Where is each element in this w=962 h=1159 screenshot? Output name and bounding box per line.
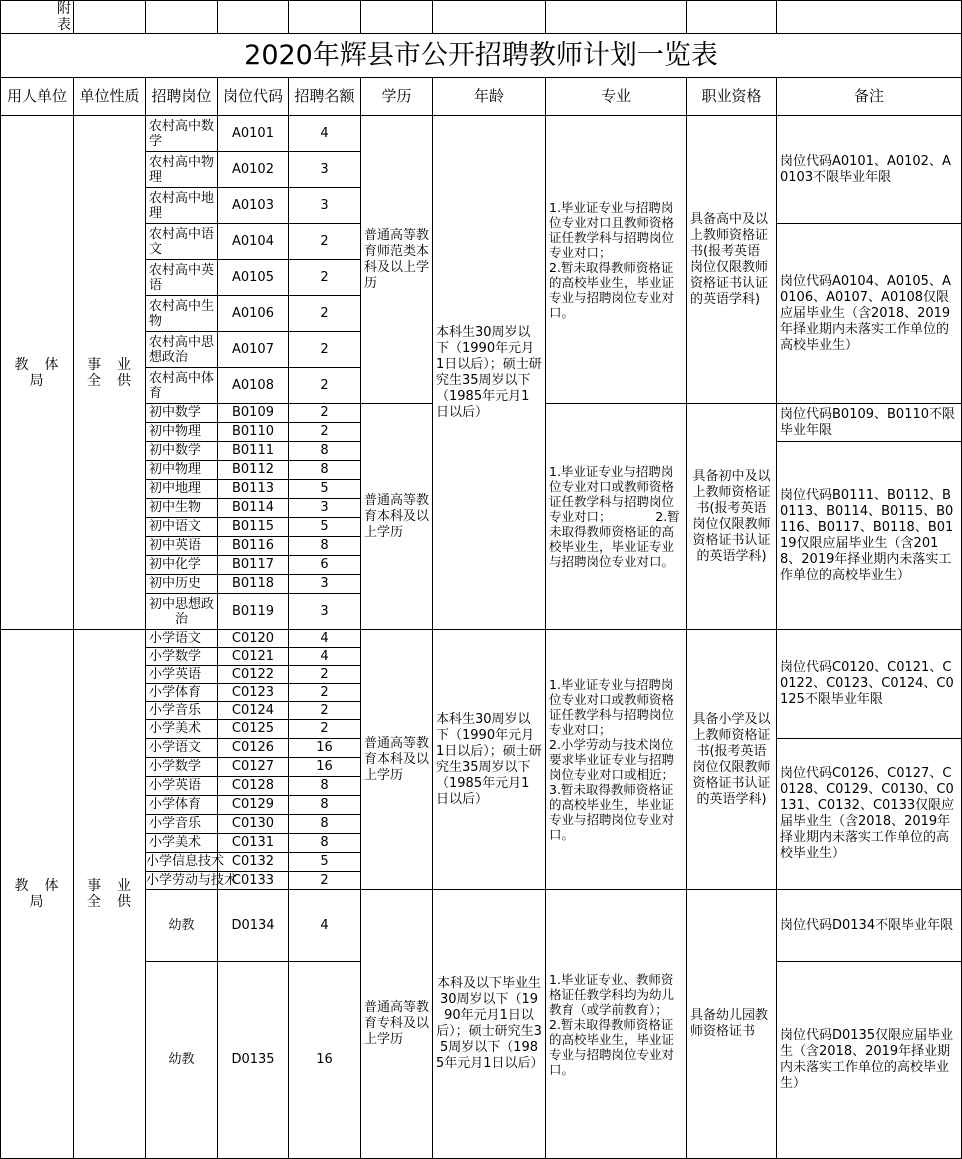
post-cell: 幼教 (146, 890, 218, 962)
code-cell: C0129 (218, 796, 289, 815)
count-cell: 4 (289, 890, 361, 962)
code-cell: C0123 (218, 684, 289, 702)
count-cell: 2 (289, 666, 361, 684)
count-cell: 2 (289, 224, 361, 260)
count-cell: 8 (289, 834, 361, 853)
remark-cell: 岗位代码C0126、C0127、C0128、C0129、C0130、C0131、C0132、C0133仅限应届毕业生（含2018、2019年择业期内未落实工作单位的高校毕业生） (777, 739, 962, 890)
post-cell: 初中语文 (146, 518, 218, 537)
major-cell: 1.毕业证专业、教师资格证任教学科均为幼儿教育（或学前教育）； 2.暂未取得教师资格证的高校毕业生，毕业证专业与招聘岗位专业对口。 (546, 890, 687, 1159)
post-cell: 初中物理 (146, 461, 218, 480)
page-title: 2020年辉县市公开招聘教师计划一览表 (1, 34, 962, 78)
count-cell: 2 (289, 702, 361, 720)
post-cell: 小学英语 (146, 666, 218, 684)
post-cell: 小学体育 (146, 684, 218, 702)
count-cell: 2 (289, 404, 361, 423)
post-cell: 小学美术 (146, 720, 218, 739)
post-cell: 初中历史 (146, 575, 218, 594)
post-cell: 小学数学 (146, 758, 218, 777)
code-cell: A0107 (218, 332, 289, 368)
code-cell: C0130 (218, 815, 289, 834)
post-cell: 初中英语 (146, 537, 218, 556)
header-qualification: 职业资格 (687, 78, 777, 116)
count-cell: 4 (289, 630, 361, 648)
count-cell: 2 (289, 423, 361, 442)
post-cell: 初中地理 (146, 480, 218, 499)
remark-cell: 岗位代码B0109、B0110不限毕业年限 (777, 404, 962, 442)
count-cell: 8 (289, 442, 361, 461)
code-cell: B0116 (218, 537, 289, 556)
post-cell: 初中数学 (146, 404, 218, 423)
table-row (1, 890, 962, 962)
code-cell: C0132 (218, 853, 289, 872)
remark-cell: 岗位代码D0134不限毕业年限 (777, 890, 962, 962)
qualification-cell: 具备幼儿园教师资格证书 (687, 890, 777, 1159)
post-cell: 初中生物 (146, 499, 218, 518)
remark-cell: 岗位代码C0120、C0121、C0122、C0123、C0124、C0125不限毕业年限 (777, 630, 962, 739)
code-cell: A0103 (218, 188, 289, 224)
post-cell: 小学数学 (146, 648, 218, 666)
count-cell: 3 (289, 499, 361, 518)
post-cell: 小学劳动与技术 (146, 872, 238, 888)
title-row (1, 34, 962, 78)
count-cell: 16 (289, 739, 361, 758)
education-cell: 普通高等教育师范类本科及以上学历 (361, 116, 433, 404)
count-cell: 5 (289, 480, 361, 499)
post-cell: 农村高中思想政治 (146, 332, 218, 368)
header-major: 专业 (546, 78, 687, 116)
count-cell: 8 (289, 796, 361, 815)
count-cell: 5 (289, 518, 361, 537)
count-cell: 6 (289, 556, 361, 575)
code-cell: B0114 (218, 499, 289, 518)
post-cell: 幼教 (146, 962, 218, 1159)
count-cell: 8 (289, 777, 361, 796)
count-cell: 4 (289, 648, 361, 666)
header-row (1, 78, 962, 116)
post-cell: 农村高中物理 (146, 152, 218, 188)
dept-cell: 教 体 局 (1, 630, 74, 1159)
remark-cell: 岗位代码A0101、A0102、A0103不限毕业年限 (777, 116, 962, 224)
count-cell: 2 (289, 684, 361, 702)
code-cell: B0118 (218, 575, 289, 594)
header-code: 岗位代码 (218, 78, 289, 116)
count-cell: 16 (289, 758, 361, 777)
education-cell: 普通高等教育本科及以上学历 (361, 404, 433, 630)
count-cell: 2 (289, 296, 361, 332)
code-cell: D0134 (218, 890, 289, 962)
remark-cell: 岗位代码A0104、A0105、A0106、A0107、A0108仅限应届毕业生（含2018、2019年择业期内未落实工作单位的高校毕业生） (777, 224, 962, 404)
code-cell: C0124 (218, 702, 289, 720)
code-cell: A0102 (218, 152, 289, 188)
education-cell: 普通高等教育专科及以上学历 (361, 890, 433, 1159)
code-cell: B0110 (218, 423, 289, 442)
code-cell: C0126 (218, 739, 289, 758)
major-cell: 1.毕业证专业与招聘岗位专业对口且教师资格证任教学科与招聘岗位专业对口； 2.暂未取得教师资格证的高校毕业生，毕业证专业与招聘岗位专业对口。 (546, 116, 687, 404)
count-cell: 3 (289, 575, 361, 594)
count-cell: 8 (289, 537, 361, 556)
age-cell: 本科生30周岁以下（1990年元月1日以后）；硕士研究生35周岁以下（1985年元月1日以后） (433, 630, 546, 890)
post-cell: 农村高中语文 (146, 224, 218, 260)
post-cell: 小学体育 (146, 796, 218, 815)
education-cell: 普通高等教育本科及以上学历 (361, 630, 433, 890)
age-cell: 本科生30周岁以下（1990年元月1日以后）；硕士研究生35周岁以下（1985年元月1日以后） (433, 116, 546, 630)
code-cell: B0109 (218, 404, 289, 423)
header-count: 招聘名额 (289, 78, 361, 116)
header-remarks: 备注 (777, 78, 962, 116)
code-cell: C0120 (218, 630, 289, 648)
count-cell: 2 (289, 260, 361, 296)
code-cell: A0101 (218, 116, 289, 152)
post-cell: 初中化学 (146, 556, 218, 575)
post-cell: 小学语文 (146, 630, 218, 648)
code-cell: C0131 (218, 834, 289, 853)
header-education: 学历 (361, 78, 433, 116)
code-cell: B0115 (218, 518, 289, 537)
code-cell: D0135 (218, 962, 289, 1159)
code-cell: C0125 (218, 720, 289, 739)
header-nature: 单位性质 (74, 78, 146, 116)
header-post: 招聘岗位 (146, 78, 218, 116)
code-cell: A0108 (218, 368, 289, 404)
post-cell: 小学信息技术 (146, 853, 218, 872)
qualification-cell: 具备高中及以上教师资格证书(报考英语岗位仅限教师资格证书认证的英语学科) (687, 116, 777, 404)
age-cell: 本科及以下毕业生30周岁以下（1990年元月1日以后）；硕士研究生35周岁以下（1985年元月1日以后） (433, 890, 546, 1159)
header-age: 年龄 (433, 78, 546, 116)
post-cell: 小学英语 (146, 777, 218, 796)
count-cell: 8 (289, 815, 361, 834)
major-cell: 1.毕业证专业与招聘岗位专业对口或教师资格证任教学科与招聘岗位专业对口； 2.暂未取得教师资格证的高校毕业生，毕业证专业与招聘岗位专业对口。 (546, 404, 687, 630)
count-cell: 2 (289, 872, 361, 890)
post-cell: 初中数学 (146, 442, 218, 461)
count-cell: 3 (289, 594, 361, 630)
count-cell: 3 (289, 152, 361, 188)
appendix-row (1, 1, 962, 34)
code-cell: C0122 (218, 666, 289, 684)
post-cell: 初中物理 (146, 423, 218, 442)
post-cell: 农村高中数学 (146, 116, 218, 152)
code-cell: C0127 (218, 758, 289, 777)
table-row (1, 630, 962, 648)
code-cell: B0117 (218, 556, 289, 575)
post-cell: 小学音乐 (146, 815, 218, 834)
code-cell: C0133 (218, 872, 289, 890)
post-cell: 农村高中生物 (146, 296, 218, 332)
post-cell: 初中思想政治 (146, 594, 218, 630)
appendix-label: 附表 (1, 1, 74, 34)
nature-cell: 事 业 全 供 (74, 630, 146, 1159)
code-cell: A0105 (218, 260, 289, 296)
major-cell: 1.毕业证专业与招聘岗位专业对口或教师资格证任教学科与招聘岗位专业对口； 2.小学劳动与技术岗位要求毕业证专业与招聘岗位专业对口或相近； 3.暂未取得教师资格证的高校毕业生，毕业证专业与招聘岗位专业对口。 (546, 630, 687, 890)
post-cell: 小学音乐 (146, 702, 218, 720)
post-cell: 农村高中体育 (146, 368, 218, 404)
remark-cell: 岗位代码D0135仅限应届毕业生（含2018、2019年择业期内未落实工作单位的高校毕业生） (777, 962, 962, 1159)
code-cell: B0113 (218, 480, 289, 499)
post-cell: 小学美术 (146, 834, 218, 853)
code-cell: B0112 (218, 461, 289, 480)
qualification-cell: 具备初中及以上教师资格证书(报考英语岗位仅限教师资格证书认证的英语学科) (687, 404, 777, 630)
count-cell: 4 (289, 116, 361, 152)
table-row (1, 116, 962, 152)
code-cell: B0111 (218, 442, 289, 461)
nature-cell: 事 业 全 供 (74, 116, 146, 630)
remark-cell: 岗位代码B0111、B0112、B0113、B0114、B0115、B0116、B0117、B0118、B0119仅限应届毕业生（含2018、2019年择业期内未落实工作单位的高校毕业生） (777, 442, 962, 630)
code-cell: A0106 (218, 296, 289, 332)
code-cell: C0121 (218, 648, 289, 666)
count-cell: 3 (289, 188, 361, 224)
code-cell: A0104 (218, 224, 289, 260)
code-cell: C0128 (218, 777, 289, 796)
count-cell: 16 (289, 962, 361, 1159)
dept-cell: 教 体 局 (1, 116, 74, 630)
count-cell: 2 (289, 368, 361, 404)
count-cell: 8 (289, 461, 361, 480)
qualification-cell: 具备小学及以上教师资格证书(报考英语岗位仅限教师资格证书认证的英语学科) (687, 630, 777, 890)
count-cell: 2 (289, 332, 361, 368)
count-cell: 5 (289, 853, 361, 872)
post-cell: 农村高中英语 (146, 260, 218, 296)
post-cell: 农村高中地理 (146, 188, 218, 224)
header-unit: 用人单位 (1, 78, 74, 116)
post-cell: 小学语文 (146, 739, 218, 758)
code-cell: B0119 (218, 594, 289, 630)
count-cell: 2 (289, 720, 361, 739)
